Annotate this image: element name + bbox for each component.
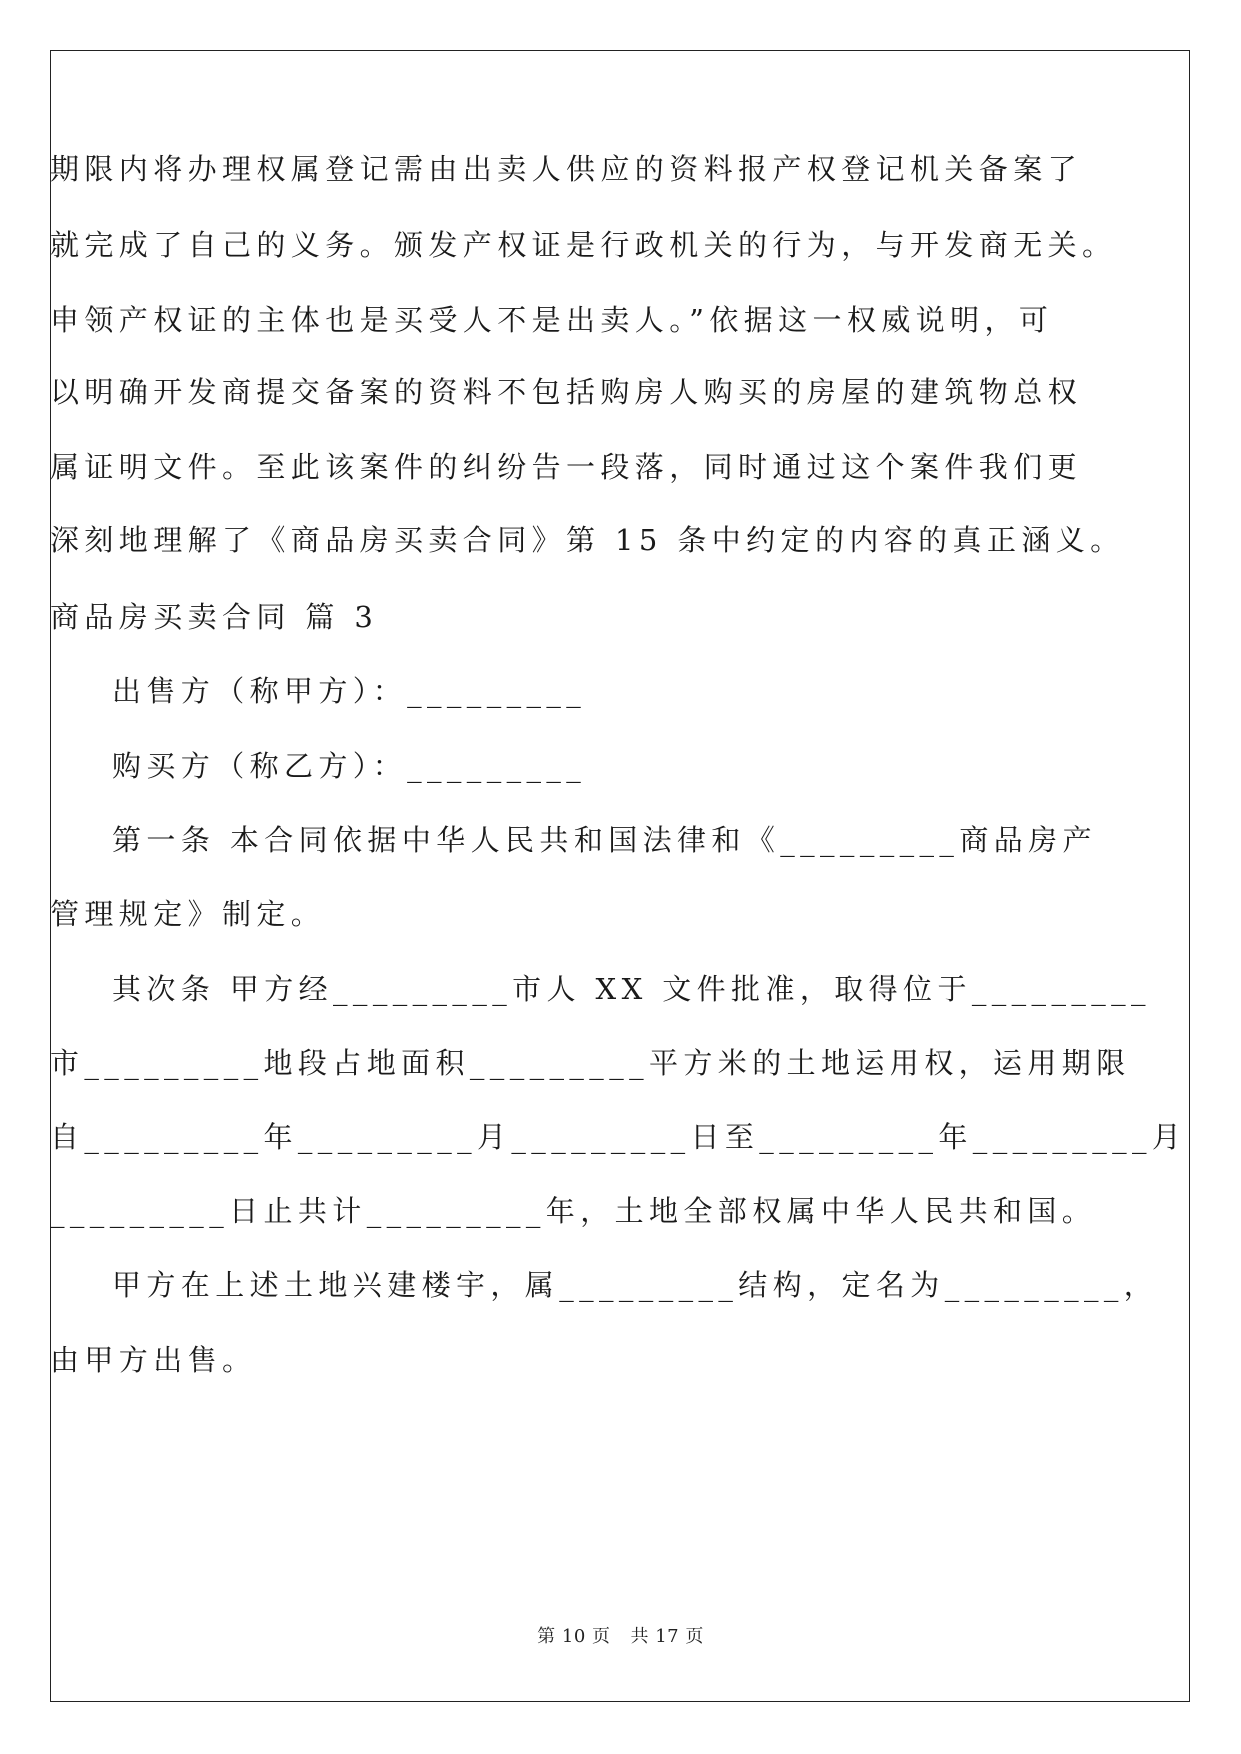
- text-line-4: 以明确开发商提交备案的资料不包括购房人购买的房屋的建筑物总权: [50, 375, 1083, 409]
- article-1-line-2: 管理规定》制定。: [50, 897, 326, 931]
- article-1-line-1: 第一条 本合同依据中华人民共和国法律和《_________商品房产: [112, 823, 1097, 857]
- article-2-line-4: _________日止共计_________年，土地全部权属中华人民共和国。: [50, 1194, 1097, 1228]
- seller-line: 出售方（称甲方）：_________: [112, 674, 587, 708]
- text-line-3: 申领产权证的主体也是买受人不是出卖人。”依据这一权威说明，可: [50, 303, 1054, 337]
- page-number: 第 10 页: [537, 1626, 611, 1647]
- page-footer: [0, 1622, 1241, 1648]
- article-2-line-1: 其次条 甲方经_________市人 XX 文件批准，取得位于_________: [112, 972, 1151, 1006]
- building-line-2: 由甲方出售。: [50, 1343, 257, 1377]
- building-line-1: 甲方在上述土地兴建楼宇，属_________结构，定名为_________，: [112, 1268, 1159, 1302]
- article-2-line-3: 自_________年_________月_________日至_________年_________月: [50, 1120, 1187, 1154]
- text-line-5: 属证明文件。至此该案件的纠纷告一段落，同时通过这个案件我们更: [50, 450, 1083, 484]
- buyer-line: 购买方（称乙方）：_________: [112, 749, 587, 783]
- text-line-1: 期限内将办理权属登记需由出卖人供应的资料报产权登记机关备案了: [50, 152, 1083, 186]
- text-line-2: 就完成了自己的义务。颁发产权证是行政机关的行为，与开发商无关。: [50, 228, 1117, 262]
- page-total: 共 17 页: [630, 1626, 704, 1647]
- page-border: [50, 50, 1190, 1702]
- text-line-6: 深刻地理解了《商品房买卖合同》第 15 条中约定的内容的真正涵义。: [50, 523, 1125, 557]
- article-2-line-2: 市_________地段占地面积_________平方米的土地运用权，运用期限: [50, 1046, 1131, 1080]
- section-heading: 商品房买卖合同 篇 3: [50, 600, 379, 634]
